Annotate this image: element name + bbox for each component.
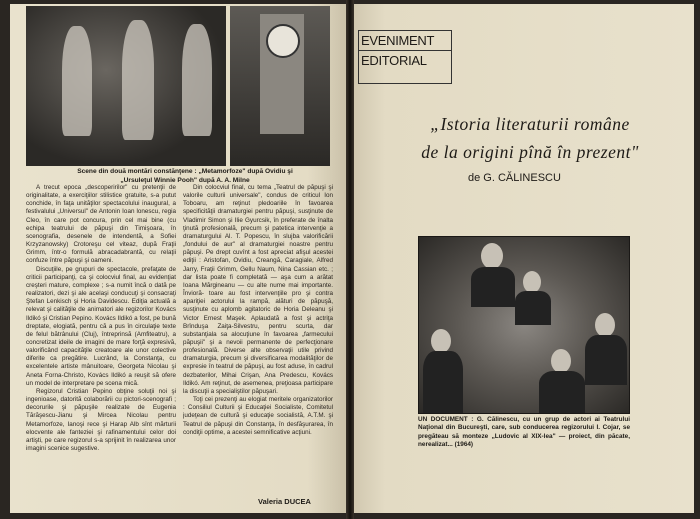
book-gutter xyxy=(346,0,354,519)
person-body xyxy=(515,291,551,325)
person-face xyxy=(551,349,571,373)
person-body xyxy=(423,351,463,413)
clock-prop xyxy=(266,24,300,58)
person-face xyxy=(595,313,615,337)
article-column-2 xyxy=(183,184,333,509)
paragraph: Toţi cei prezenţi au elogiat meritele organizatorilor : Consiliul Culturii şi Educaţiei Socialiste, Comitetul judeţean de cultură şi educaţie socialistă, A.T.M. şi Teatrul de păpuşi din Constanţa, în desfăşurarea, în condiţii optime, a acestei semnificative acţiuni. xyxy=(183,396,333,436)
article-column-1 xyxy=(26,184,176,509)
article-author: de G. CĂLINESCU xyxy=(468,172,561,184)
right-photo-caption: UN DOCUMENT : G. Călinescu, cu un grup de actori ai Teatrului Naţional din Bucureşti, care, sub conducerea regizorului I. Cojar, se pregăteau să monteze „Ludovic al XIX-lea" — proiect, din păcate, nerealizat... (1964) xyxy=(418,416,630,449)
rubric-line-1: EVENIMENT xyxy=(361,33,435,48)
paragraph: A trecut epoca „descoperirilor" cu pretenţii de originalitate, a exerciţiilor stilistice gratuite, s-a putut conchide, în faţa unităţilor spectacolului inaugural, a festivalului „Universul" de Antonin Ioan lonescu, regia Cleo, în care pot concura, prin cel mai bine (cu echipa teatrului de păpuşi din Timişoara, în scenografia, desenele de intendentă, a Sofiei Krzyzanowsky) Crotoreşu cel viteaz, după Fraţii Grimm, într-o formulă abracadabrantă, cu relaţii confuze între păpuşi şi oameni. xyxy=(26,184,176,265)
person-face xyxy=(481,243,503,269)
title-line-2: de la origini pînă în prezent" xyxy=(421,142,639,162)
article-title xyxy=(380,110,680,166)
puppet-scene-photo-metamorfoze xyxy=(26,6,226,166)
puppet-figure xyxy=(62,26,92,136)
caption-line-1: Scene din două montări constănţene : „Metamorfoze" după Ovidiu şi xyxy=(77,168,293,175)
person-face xyxy=(431,329,451,353)
paragraph: Discuţiile, pe grupuri de spectacole, prefaţate de criticii participanţi, ca şi colocviul final, au evidenţiat creşteri mature, complexe ; s-a numit încă o dată pe realizatori, dezi şi ale acelaşi conducuţi şi consacraţi Ştefan Lenkisch şi Horia Davidescu. Ediţia actuală a relevat şi calităţile de animatori ale regizorilor Kovács Ildikó şi Cristian Pepino. Kovács Ildikó a fost, pe bună dreptate, elogiată, pentru că a pus în circulaţie texte de felul bătrânului (Cluj), întreprinsă (Amfiteatru), a concretizat ideile de imagini de mare forţă expresivă, valorificând capacităţile creatoare ale unor colective diferite ca pregătire. Lucrând, la Constanţa, cu excelentele artiste mânuitoare, Georgeta Nicolau şi Aneta Forna-Christo, Kovács Ildikó a reuşit să ofere un model de interpretare pe scena mică. xyxy=(26,265,176,387)
rubric-line-2: EDITORIAL xyxy=(359,50,451,70)
caption-line-2: „Ursuleţul Winnie Pooh" după A. A. Milne xyxy=(120,176,250,184)
left-photo-caption xyxy=(40,168,330,185)
paragraph: Din colocviul final, cu tema „Teatrul de păpuşi şi valorile culturii universale", condus de criticul Ion Toboaru, am reţinut pledoariile în favoarea specificităţii dramaturgiei pentru păpuşi, susţinute de Vladimir Simon şi Ilie Gyurcsik, în preferate de înalta ţinută profesională, precum şi patetica intervenţie a dramaturgului Al. T. Popescu, în slujba valorificării „fondului de aur" al dramaturgiei noastre pentru păpuşi. Pe drept cuvînt a fost apreciat afişul acestei ediţii : Aristofan, Ovidiu, Creangă, Caragiale, Alfred Jarry, Fraţii Grimm, Gellu Naum, Nina Cassian etc. ; dar lista poate fi completată — aşa cum a arătat Ioana Mărgineanu — cu alte nume mai importante. Învioră- toare au fost intervenţiile pro şi contra apariţiei actorului la rampă, alături de păpuşă, susţinute cu aplomb agitatoric de Horia Deleanu şi Victor Ernest Maşek. Aplaudată a fost şi actriţa Brînduşa Zaiţa-Silvestru, pentru scurta, dar substanţiala sa alocuţiune în favoarea „farmecului păpuşii" şi a nevoii permanente de perfecţionare profesională. Diverse alte observaţii utile privind dramaturgia, precum şi diversificarea modalităţilor de expresie în teatrul de păpuşi, au fost aduse, în cadrul dezbaterilor, Mihai Crişan, Ana Predescu, Kovács Ildikó. Am reţinut, de asemenea, preţioasa participare la discuţii a specialiştilor păpuşari. xyxy=(183,184,333,395)
calinescu-group-photo xyxy=(418,236,630,414)
puppet-scene-photo-winnie xyxy=(230,6,330,166)
paragraph: Regizorul Cristian Pepino obţine soluţii noi şi ingenioase, datorită colaborării cu pictori-scenografi ; decorurile şi păpuşile realizate de Eugenia Tărăşescu-Jianu şi Mircea Nicolau pentru Metamorfoze, Ianoşi rece şi Harap Alb sînt mărturii elocvente ale fanteziei şi rafinamentului celor doi artişti, pe care regizorul s-a sprijinit în realizarea unor imagini scenice sugestive. xyxy=(26,387,176,452)
rubric-box xyxy=(358,30,452,84)
person-face xyxy=(523,271,541,293)
person-body xyxy=(585,335,627,385)
person-body xyxy=(539,371,585,413)
puppet-figure xyxy=(182,24,212,136)
person-body xyxy=(471,267,515,307)
title-line-1: „Istoria literaturii române xyxy=(430,114,630,134)
puppet-figure xyxy=(122,20,154,140)
clock-tower-prop xyxy=(260,14,304,134)
article-signature: Valeria DUCEA xyxy=(258,497,311,506)
